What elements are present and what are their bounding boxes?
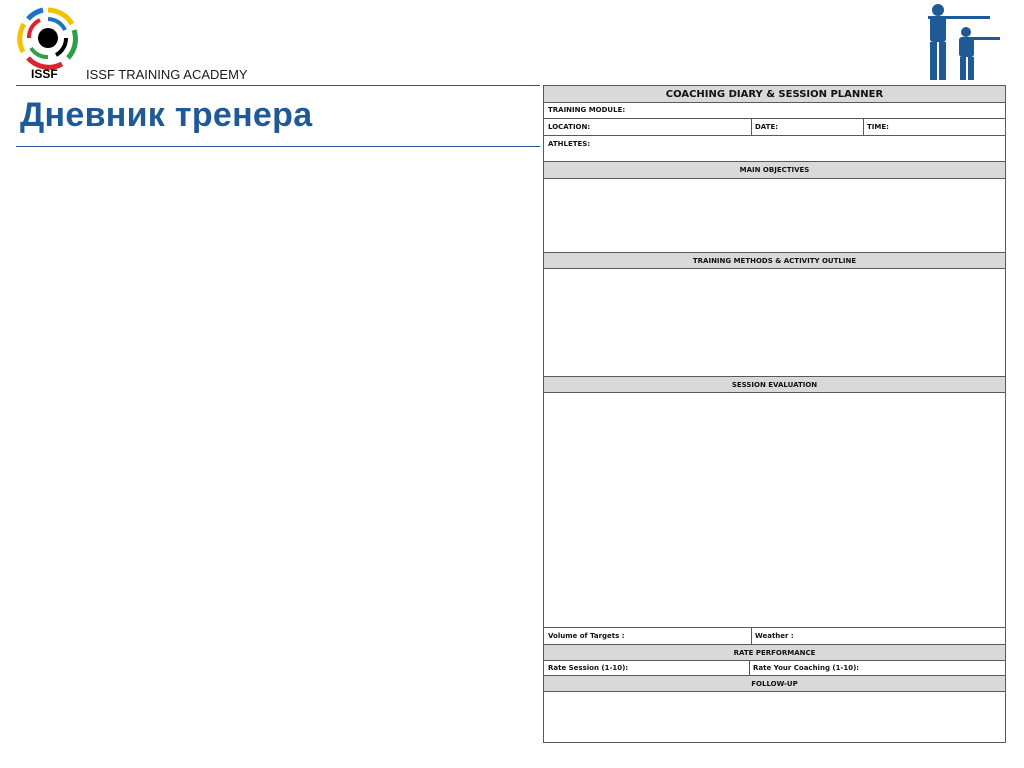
rate-coaching-field[interactable]: Rate Your Coaching (1-10): [749,661,1005,676]
coaching-diary-form [543,85,1006,743]
main-objectives-area[interactable] [544,179,1005,253]
divider [749,661,750,676]
training-module-field[interactable]: TRAINING MODULE: [544,103,1005,119]
form-title: COACHING DIARY & SESSION PLANNER [544,86,1005,103]
page-title: Дневник тренера [20,96,313,134]
rate-performance-header: RATE PERFORMANCE [544,645,1005,661]
follow-up-area[interactable] [544,692,1005,742]
weather-field[interactable]: Weather : [751,628,1005,645]
issf-logo-icon [16,6,80,72]
session-evaluation-area[interactable] [544,393,1005,628]
org-label: ISSF [31,67,58,81]
divider [751,119,752,136]
divider [16,146,540,147]
volume-of-targets-field[interactable]: Volume of Targets : [544,628,751,645]
athletes-field[interactable]: ATHLETES: [544,136,1005,162]
divider [863,119,864,136]
shooters-pictogram-icon [918,2,1010,80]
methods-header: TRAINING METHODS & ACTIVITY OUTLINE [544,253,1005,269]
session-evaluation-header: SESSION EVALUATION [544,377,1005,393]
divider [751,628,752,645]
date-field[interactable]: DATE: [751,119,863,136]
follow-up-header: FOLLOW-UP [544,676,1005,692]
academy-label: ISSF TRAINING ACADEMY [86,67,248,82]
location-field[interactable]: LOCATION: [544,119,751,136]
methods-area[interactable] [544,269,1005,377]
time-field[interactable]: TIME: [863,119,1005,136]
rate-session-field[interactable]: Rate Session (1-10): [544,661,749,676]
divider [16,85,540,86]
main-objectives-header: MAIN OBJECTIVES [544,162,1005,179]
